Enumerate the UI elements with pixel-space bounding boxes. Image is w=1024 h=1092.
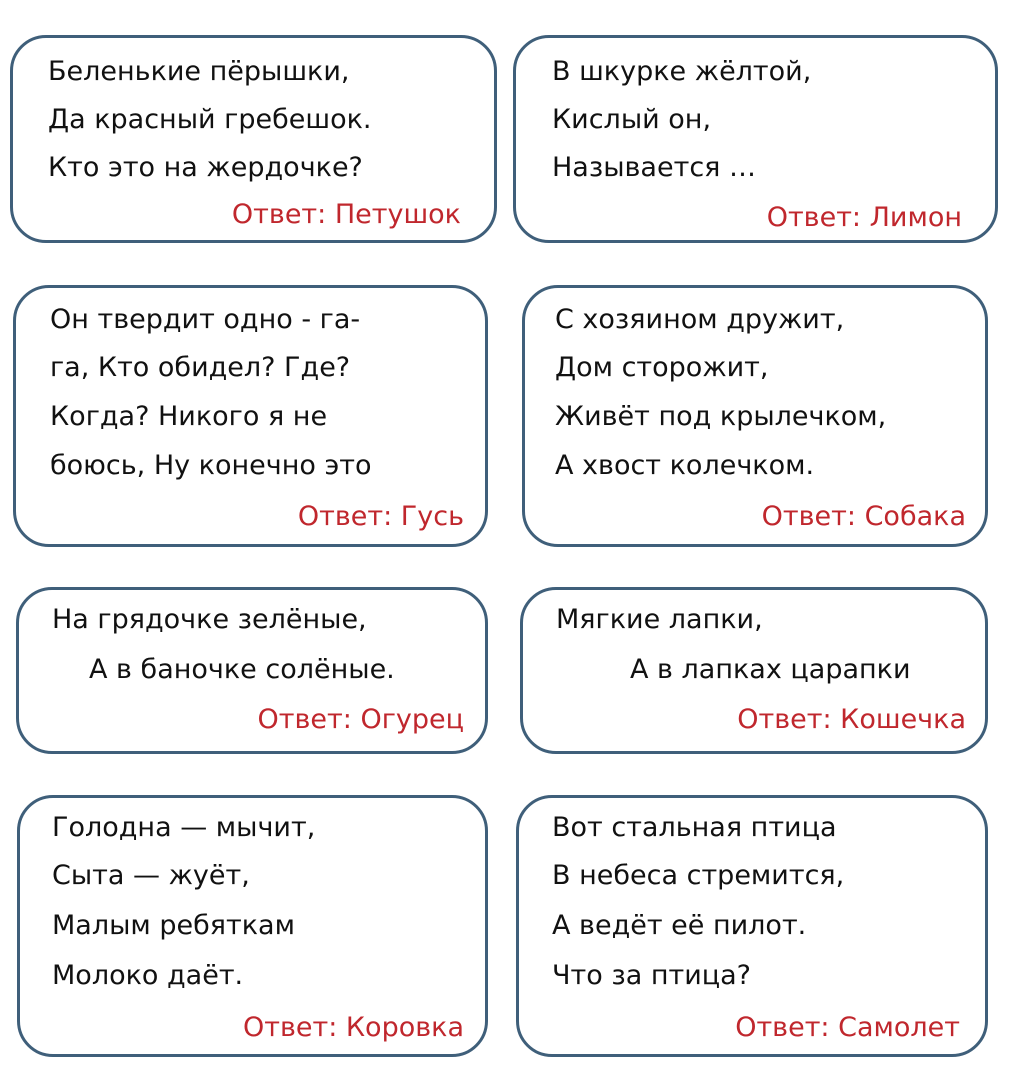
riddle-answer: Ответ: Коровка [242, 1012, 464, 1043]
riddle-line: В небеса стремится, [552, 860, 845, 891]
riddle-line: А в баночке солёные. [89, 654, 395, 685]
riddle-line: С хозяином дружит, [555, 304, 845, 335]
riddle-line: Что за птица? [552, 960, 752, 991]
riddle-line: Беленькие пёрышки, [48, 56, 350, 87]
riddle-line: Кто это на жердочке? [48, 152, 363, 183]
riddle-answer: Ответ: Кошечка [737, 704, 966, 735]
riddle-line: На грядочке зелёные, [52, 604, 367, 635]
riddle-line: боюсь, Ну конечно это [50, 450, 372, 481]
riddle-line: А в лапках царапки [630, 654, 911, 685]
riddle-line: Он твердит одно - га- [50, 304, 361, 335]
riddle-line: Голодна — мычит, [52, 812, 316, 843]
riddle-line: Называется … [552, 152, 756, 183]
riddle-line: Кислый он, [552, 104, 712, 135]
riddle-line: Вот стальная птица [552, 812, 837, 843]
riddle-answer: Ответ: Лимон [766, 202, 962, 233]
riddle-line: Мягкие лапки, [556, 604, 763, 635]
riddle-line: Дом сторожит, [555, 352, 769, 383]
riddle-answer: Ответ: Петушок [231, 199, 461, 230]
riddle-line: га, Кто обидел? Где? [50, 352, 351, 383]
riddle-answer: Ответ: Собака [761, 501, 966, 532]
riddle-line: Живёт под крылечком, [555, 401, 887, 432]
riddle-line: Когда? Никого я не [50, 401, 328, 432]
riddle-answer: Ответ: Гусь [297, 501, 464, 532]
riddle-line: А хвост колечком. [555, 450, 815, 481]
riddle-line: В шкурке жёлтой, [552, 56, 812, 87]
riddle-line: Молоко даёт. [52, 960, 244, 991]
riddle-line: А ведёт её пилот. [552, 910, 807, 941]
riddle-answer: Ответ: Самолет [735, 1012, 960, 1043]
riddle-line: Да красный гребешок. [48, 104, 372, 135]
riddle-line: Сыта — жуёт, [52, 860, 250, 891]
riddle-line: Малым ребяткам [52, 910, 295, 941]
riddle-answer: Ответ: Огурец [257, 704, 464, 735]
